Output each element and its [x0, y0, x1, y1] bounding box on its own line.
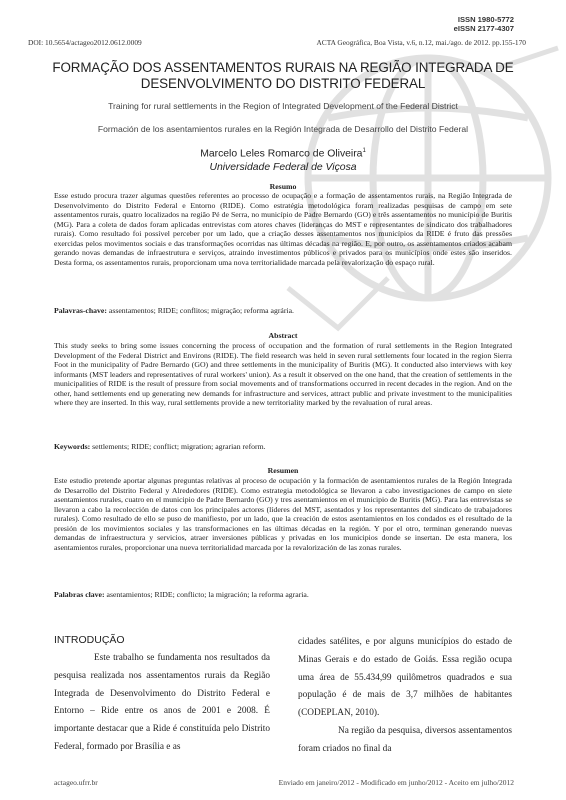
- abstract-heading: Abstract: [268, 331, 298, 340]
- resumen-keywords-values: asentamientos; RIDE; conflicto; la migración; la reforma agraria.: [106, 590, 309, 599]
- abstract-keywords-label: Keywords:: [54, 442, 91, 451]
- resumo-keywords-label: Palavras-chave:: [54, 306, 107, 315]
- issn-print: ISSN 1980-5772: [457, 15, 514, 24]
- resumo-heading: Resumo: [269, 182, 297, 191]
- intro-paragraph-1: Este trabalho se fundamenta nos resultados da pesquisa realizada nos assentamentos rurais da Região Integrada de Desenvolvimento do Distrito Federal e Entorno – Ride entre os anos de 2001 e 2008. É importante destacar que a Ride é constituída pelo Distrito Federal, formado por Brasília e as: [54, 653, 270, 752]
- intro-paragraph-2: Na região da pesquisa, diversos assentamentos foram criados no final da: [298, 725, 512, 754]
- article-title: FORMAÇÃO DOS ASSENTAMENTOS RURAIS NA REGIÃO INTEGRADA DE DESENVOLVIMENTO DO DISTRITO FEDERAL: [52, 60, 514, 91]
- author-name: Marcelo Leles Romarco de Oliveira: [200, 148, 363, 160]
- issn-electronic: eISSN 2177-4307: [453, 24, 514, 33]
- introduction-heading: INTRODUÇÃO: [54, 634, 125, 646]
- resumen-keywords: [54, 590, 512, 600]
- body-column-left: [54, 650, 270, 757]
- doi-header: DOI: 10.5654/actageo2012.0612.0009: [28, 38, 142, 47]
- journal-header: ACTA Geográfica, Boa Vista, v.6, n.12, mai./ago. de 2012. pp.155-170: [316, 38, 526, 47]
- author-affiliation: Universidade Federal de Viçosa: [209, 162, 357, 173]
- intro-paragraph-1-continued: cidades satélites, e por alguns municípios do estado de Minas Gerais e do estado de Goiás. Essa região ocupa uma área de 55.434,99 quilômetros quadrados e sua população é de mais de 3,7 milhões de habitantes (CODEPLAN, 2010).: [298, 637, 512, 719]
- spanish-subtitle: Formación de los asentamientos rurales en la Región Integrada de Desarrollo del Distrito Federal: [97, 124, 469, 134]
- resumo-text: Esse estudo procura trazer algumas questões referentes ao processo de ocupação e a formação de assentamentos rurais, na Região Integrada de Desenvolvimento do Distrito Federal e Entorno (RIDE). Como estratégia metodológica foram realizadas pesquisas de campo em sete assentamentos rurais, quatro localizados na região Pé de Serra, no município de Padre Bernardo (GO) e três assentamentos no município de Buritis (MG). Para a coleta de dados foram aplicadas entrevistas com atores chaves (lideranças do MST e representantes de sindicato dos trabalhadores rurais). Como resultado foi possível perceber por um lado, que a criação desses assentamentos nos municípios da RIDE é fruto das pressões exercidas pelos movimentos sociais e das transformações ocorridas nas últimas décadas na região. E, por outro, os assentamentos criados acabam gerando novas demandas de infraestrutura e serviços, atraindo investimentos públicos e privados para os municípios onde estes são inseridos. Desta forma, os assentamentos rurais, proporcionam uma nova territorialidade marcada pela revalorização do espaço rural.: [54, 191, 512, 267]
- resumo-keywords: [54, 306, 512, 316]
- abstract-text: This study seeks to bring some issues concerning the process of occupation and the formation of rural settlements in the Region Integrated Development of the Federal District and Environs (RIDE). The field research was held in seven rural settlements four located in the region Sierra Foot in the municipality of Padre Bernardo (GO) and three settlements in the municipality of Buritis (MG). It conducted also interviews with key informants (MST leaders and representatives of rural workers' union). As a result it observed on the one hand, that the creation of settlements in the municipalities of RIDE is the result of pressure from social movements and of transformations occurred in recent decades in the region. And on the other, hand settlements end up generating new demands for infrastructure and services, attract public and private investment to the municipalities where they are inserted. In this way, rural settlements provide a new territoriality marked by the revaluation of rural areas.: [54, 341, 512, 408]
- footer-dates: Enviado em janeiro/2012 - Modificado em junho/2012 - Aceito em julho/2012: [278, 778, 514, 787]
- footer-website: actageo.ufrr.br: [54, 778, 98, 787]
- abstract-keywords-values: settlements; RIDE; conflict; migration; agrarian reform.: [92, 442, 266, 451]
- abstract-keywords: [54, 442, 512, 452]
- body-column-right: [298, 634, 512, 759]
- author-line: [0, 148, 566, 159]
- english-subtitle: Training for rural settlements in the Region of Integrated Development of the Federal District: [108, 101, 458, 111]
- author-footnote-mark: 1: [362, 148, 366, 154]
- resumen-keywords-label: Palabras clave:: [54, 590, 105, 599]
- resumo-keywords-values: assentamentos; RIDE; conflitos; migração; reforma agrária.: [108, 306, 294, 315]
- issn-block: [454, 15, 514, 33]
- resumen-text: Este estudio pretende aportar algunas preguntas relativas al proceso de ocupación y la formación de asentamientos rurales de la Región Integrada de Desarrollo del Distrito Federal y Alrededores (RIDE). Como estrategia metodológica se llevaron a cabo investigaciones de campo en siete asentamientos rurales, cuatro en el municipio de Padre Bernardo (GO) y tres asentamientos en el municipio de Buritis (MG). Para las entrevistas se llevaron a cabo la recolección de datos con los principales actores (líderes del MST, asentados y los representantes del sindicato de trabajadores rurales). Como resultado de ello se puso de manifiesto, por un lado, que la creación de estos asentamientos en los condados es el resultado de la presión de los movimientos sociales y las transformaciones en las últimas décadas en la región. Y por el otro, terminan generando nuevas demandas de infraestructura y servicios, atraer inversiones públicas y privadas en los municipios donde se insertan. De esta manera, los asentamientos rurales, proporcionar una nueva territorialidad marcada por la revalorización de las zonas rurales.: [54, 476, 512, 552]
- resumen-heading: Resumen: [267, 466, 299, 475]
